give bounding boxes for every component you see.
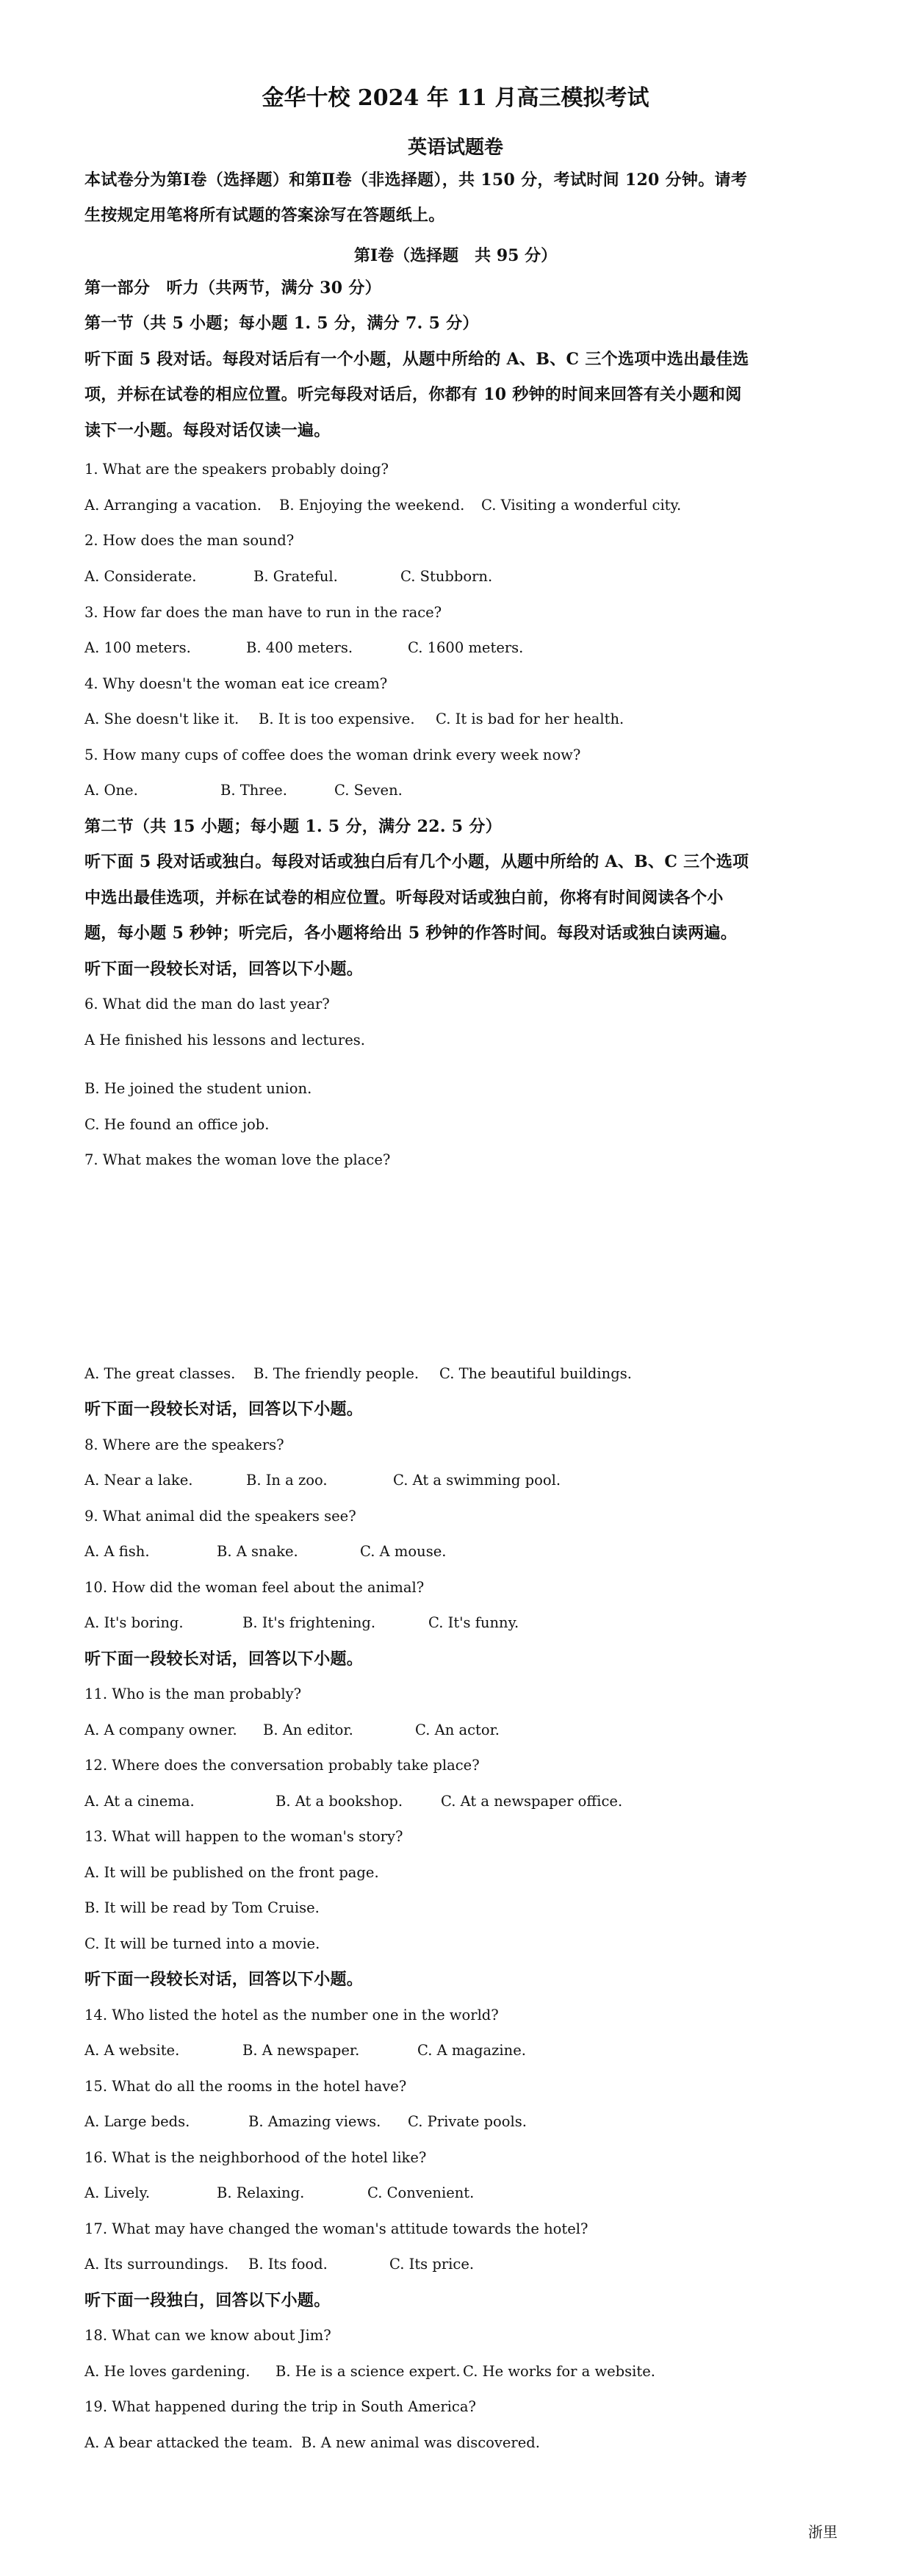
option: A. He loves gardening. [84, 2363, 251, 2380]
instruction-line: 项，并标在试卷的相应位置。听完每段对话后，你都有 10 秒钟的时间来回答有关小题和阅 [84, 385, 742, 404]
question: 4. Why doesn't the woman eat ice cream? [84, 675, 388, 692]
paper-subtitle: 英语试题卷 [407, 137, 503, 159]
question: 3. How far does the man have to run in the race? [84, 604, 442, 621]
question: 1. What are the speakers probably doing? [84, 461, 389, 478]
option: C. Seven. [334, 782, 403, 799]
instruction-line: 听下面 5 段对话或独白。每段对话或独白后有几个小题，从题中所给的 A、B、C 三个选项 [84, 852, 749, 871]
question: 2. How does the man sound? [84, 532, 295, 549]
question: 15. What do all the rooms in the hotel have? [84, 2078, 407, 2095]
question: 14. Who listed the hotel as the number one in the world? [84, 2007, 499, 2023]
option: B. 400 meters. [246, 639, 353, 656]
option: B. Relaxing. [217, 2184, 305, 2201]
option: B. An editor. [263, 1721, 353, 1738]
option: B. A new animal was discovered. [301, 2434, 540, 2451]
listen-instruction: 听下面一段独白，回答以下小题。 [84, 2291, 331, 2310]
intro-line: 生按规定用笔将所有试题的答案涂写在答题纸上。 [84, 206, 445, 225]
option: C. The beautiful buildings. [439, 1365, 632, 1382]
option: A. It will be published on the front page. [84, 1864, 379, 1881]
question: 9. What animal did the speakers see? [84, 1508, 356, 1525]
question: 12. Where does the conversation probably take place? [84, 1757, 480, 1774]
listen-instruction: 听下面一段较长对话，回答以下小题。 [84, 960, 364, 979]
option: A. One. [84, 782, 138, 799]
option: C. At a newspaper office. [441, 1793, 623, 1810]
option: C. It is bad for her health. [436, 710, 624, 727]
option: A. The great classes. [84, 1365, 236, 1382]
option: C. An actor. [415, 1721, 500, 1738]
option: B. At a bookshop. [276, 1793, 403, 1810]
volume-heading: 第Ⅰ卷（选择题 共 95 分） [353, 246, 558, 265]
option: A. Lively. [84, 2184, 151, 2201]
option: A. Near a lake. [84, 1472, 193, 1489]
question: 11. Who is the man probably? [84, 1685, 302, 1702]
instruction-line: 题，每小题 5 秒钟；听完后，各小题将给出 5 秒钟的作答时间。每段对话或独白读两遍。 [84, 924, 738, 943]
question: 6. What did the man do last year? [84, 996, 330, 1012]
question: 19. What happened during the trip in South America? [84, 2398, 476, 2415]
exam-title: 金华十校 2024 年 11 月高三模拟考试 [262, 85, 649, 111]
option: A. At a cinema. [84, 1793, 195, 1810]
listen-instruction: 听下面一段较长对话，回答以下小题。 [84, 1400, 364, 1419]
option: C. Private pools. [408, 2113, 527, 2130]
option: C. Convenient. [367, 2184, 475, 2201]
option: A. A company owner. [84, 1721, 237, 1738]
option: B. Three. [220, 782, 287, 799]
option: B. The friendly people. [253, 1365, 420, 1382]
listen-instruction: 听下面一段较长对话，回答以下小题。 [84, 1970, 364, 1989]
option: C. He found an office job. [84, 1116, 270, 1133]
option: B. It's frightening. [242, 1614, 376, 1631]
option: B. A newspaper. [242, 2042, 360, 2059]
question: 10. How did the woman feel about the animal? [84, 1579, 425, 1596]
option: C. A magazine. [417, 2042, 526, 2059]
option: B. Amazing views. [248, 2113, 381, 2130]
option: A. It's boring. [84, 1614, 184, 1631]
option: A. A fish. [84, 1543, 150, 1560]
instruction-line: 读下一小题。每段对话仅读一遍。 [84, 421, 331, 440]
instruction-line: 中选出最佳选项，并标在试卷的相应位置。听每段对话或独白前，你将有时间阅读各个小 [84, 888, 724, 907]
option: B. In a zoo. [246, 1472, 328, 1489]
option: C. It will be turned into a movie. [84, 1935, 320, 1952]
question: 16. What is the neighborhood of the hotel like? [84, 2149, 427, 2166]
option: C. It's funny. [428, 1614, 519, 1631]
option: A. A bear attacked the team. [84, 2434, 293, 2451]
option: B. It is too expensive. [259, 710, 415, 727]
page-footer-mark: 浙里 [808, 2523, 838, 2541]
option: A. Considerate. [84, 568, 197, 585]
option: B. It will be read by Tom Cruise. [84, 1899, 320, 1916]
option: A. She doesn't like it. [84, 710, 240, 727]
option: B. He joined the student union. [84, 1080, 312, 1097]
option: C. Its price. [389, 2256, 475, 2273]
option: B. Its food. [248, 2256, 328, 2273]
instruction-line: 听下面 5 段对话。每段对话后有一个小题，从题中所给的 A、B、C 三个选项中选出最佳选 [84, 350, 749, 369]
listen-instruction: 听下面一段较长对话，回答以下小题。 [84, 1649, 364, 1669]
option: A He finished his lessons and lectures. [84, 1032, 365, 1048]
question: 8. Where are the speakers? [84, 1436, 284, 1453]
option: C. 1600 meters. [408, 639, 524, 656]
part-heading: 第一部分 听力（共两节，满分 30 分） [84, 278, 381, 298]
option: C. Visiting a wonderful city. [481, 497, 682, 514]
option: A. Large beds. [84, 2113, 190, 2130]
option: C. He works for a website. [463, 2363, 655, 2380]
section-heading: 第二节（共 15 小题；每小题 1. 5 分，满分 22. 5 分） [84, 817, 502, 836]
option: A. Arranging a vacation. [84, 497, 262, 514]
question: 7. What makes the woman love the place? [84, 1151, 391, 1168]
question: 13. What will happen to the woman's story? [84, 1828, 403, 1845]
option: A. 100 meters. [84, 639, 191, 656]
section-heading: 第一节（共 5 小题；每小题 1. 5 分，满分 7. 5 分） [84, 314, 479, 333]
intro-line: 本试卷分为第Ⅰ卷（选择题）和第Ⅱ卷（非选择题），共 150 分，考试时间 120 分钟。请考 [84, 170, 748, 190]
option: C. A mouse. [360, 1543, 447, 1560]
question: 18. What can we know about Jim? [84, 2327, 331, 2344]
option: B. He is a science expert. [276, 2363, 461, 2380]
option: B. Enjoying the weekend. [279, 497, 465, 514]
question: 5. How many cups of coffee does the woman drink every week now? [84, 746, 581, 763]
option: A. Its surroundings. [84, 2256, 229, 2273]
option: B. Grateful. [253, 568, 338, 585]
option: C. At a swimming pool. [393, 1472, 561, 1489]
option: B. A snake. [217, 1543, 298, 1560]
option: C. Stubborn. [400, 568, 493, 585]
option: A. A website. [84, 2042, 180, 2059]
question: 17. What may have changed the woman's attitude towards the hotel? [84, 2220, 588, 2237]
